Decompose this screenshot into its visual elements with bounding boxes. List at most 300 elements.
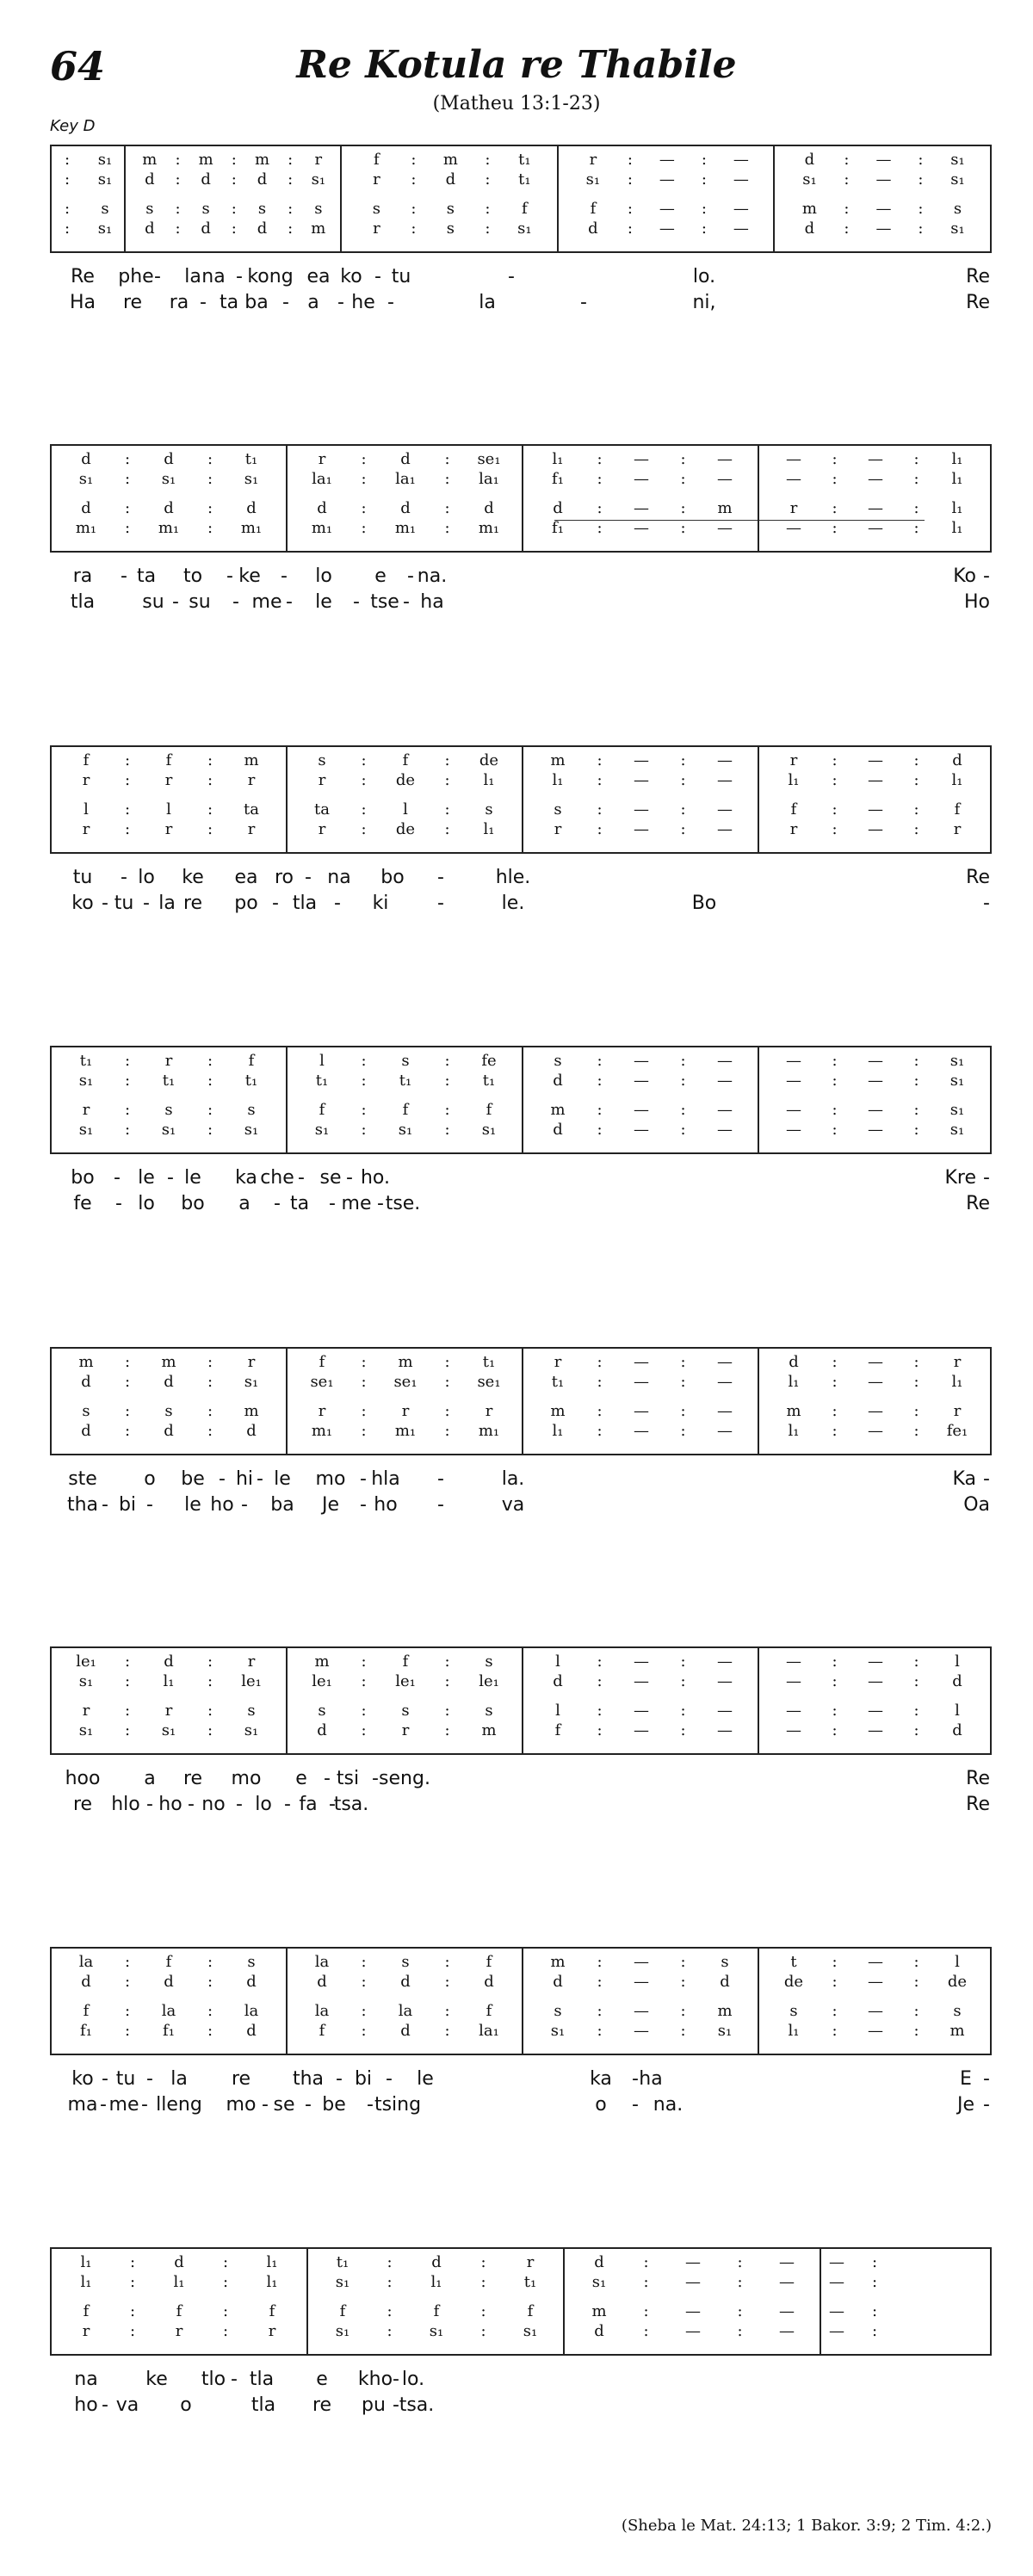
solfa-note: m₁ [311, 519, 333, 537]
solfa-note: d [246, 1422, 257, 1440]
lyric-syllable: o [144, 1468, 156, 1490]
solfa-note: d [445, 170, 456, 188]
tenor-row [559, 201, 774, 218]
soprano-row [126, 151, 341, 169]
measure [758, 1949, 990, 2054]
lyric-syllable: Re [71, 266, 95, 287]
beat-separator: : [124, 470, 131, 488]
beat-separator: : [207, 1052, 213, 1070]
solfa-note: d [164, 1973, 174, 1991]
syllable-hyphen: - [241, 1494, 248, 1516]
solfa-note: f [319, 2022, 325, 2040]
solfa-note: l₁ [430, 2273, 442, 2291]
syllable-hyphen: - [146, 1494, 153, 1516]
verse-2-line [50, 590, 992, 616]
solfa-note: s₁ [244, 470, 259, 488]
syllable-hyphen: - [329, 1193, 336, 1214]
syllable-hyphen: - [231, 2369, 238, 2390]
lyric-syllable: lo. [692, 266, 716, 287]
beat-separator: : [387, 2273, 393, 2291]
beat-separator: : [832, 1353, 838, 1371]
tenor-row [523, 1403, 758, 1420]
beat-separator: : [124, 1702, 131, 1720]
beat-separator: : [597, 1721, 603, 1739]
syllable-hyphen: - [154, 266, 161, 287]
solfa-note: m [717, 499, 733, 517]
solfa-note: — [868, 1052, 883, 1070]
beat-separator: : [444, 800, 450, 819]
solfa-note: d [317, 1973, 327, 1991]
syllable-hyphen: - [102, 1494, 108, 1516]
solfa-note: s [314, 200, 323, 218]
lyric-syllable: mo [315, 1468, 346, 1490]
lyric-syllable: ko [71, 2068, 94, 2090]
syllable-hyphen: - [282, 292, 289, 313]
beat-separator: : [913, 450, 919, 468]
lyric-syllable: he [351, 292, 375, 313]
syllable-hyphen: - [274, 1193, 281, 1214]
solfa-note: — [733, 200, 749, 218]
soprano-row [52, 752, 286, 769]
syllable-hyphen: - [580, 292, 587, 313]
solfa-note: l₁ [951, 470, 963, 488]
solfa-note: s₁ [950, 170, 965, 188]
beat-separator: : [444, 1052, 450, 1070]
beat-separator: : [913, 800, 919, 819]
solfa-note: d [553, 1672, 563, 1690]
solfa-note: l₁ [951, 519, 963, 537]
solfa-note: r [82, 1101, 90, 1119]
alto-row [523, 1374, 758, 1391]
lyric-syllable: la [479, 292, 496, 313]
lyric-syllable: la. [501, 1468, 525, 1490]
beat-separator: : [680, 450, 686, 468]
solfa-note: f [319, 1353, 325, 1371]
tenor-row [523, 2003, 758, 2020]
solfa-note: m [78, 1353, 94, 1371]
beat-separator: : [737, 2322, 743, 2340]
tenor-row [821, 2303, 990, 2320]
beat-separator: : [485, 219, 491, 238]
lyric-syllable: re [72, 1794, 93, 1815]
lyric-syllable: me [341, 1193, 372, 1214]
solfa-note: d [201, 170, 211, 188]
tenor-row [523, 1702, 758, 1720]
music-system-3 [50, 745, 992, 921]
lyric-syllable: su [142, 591, 164, 613]
beat-separator: : [480, 2322, 486, 2340]
lyric-syllable: tsing [374, 2094, 422, 2116]
solfa-note: s₁ [802, 170, 817, 188]
solfa-note: s [257, 200, 267, 218]
beat-separator: : [207, 1101, 213, 1119]
solfa-note: s [401, 1052, 410, 1070]
lyric-syllable: tla [70, 591, 96, 613]
beat-separator: : [701, 219, 707, 238]
solfa-note: la [244, 2002, 259, 2020]
solfa-note: m [550, 1953, 566, 1971]
beat-separator: : [643, 2253, 649, 2271]
beat-separator: : [361, 1422, 367, 1440]
solfa-note: s₁ [335, 2273, 350, 2291]
beat-separator: : [680, 1101, 686, 1119]
syllable-hyphen: - [403, 591, 410, 613]
solfa-note: s₁ [398, 1121, 413, 1139]
solfa-note: — [786, 519, 801, 537]
solfa-note: m [198, 151, 213, 169]
tenor-row [759, 500, 990, 517]
solfa-note: — [634, 499, 649, 517]
syllable-hyphen: - [367, 2094, 374, 2116]
solfa-staff [50, 444, 992, 553]
beat-separator: : [832, 1652, 838, 1671]
solfa-note: de [783, 1973, 804, 1991]
solfa-note: le₁ [76, 1652, 96, 1671]
solfa-note: — [868, 751, 883, 769]
solfa-note: — [634, 751, 649, 769]
beat-separator: : [64, 219, 71, 238]
solfa-note: — [634, 1973, 649, 1991]
syllable-hyphen: - [336, 2068, 343, 2090]
beat-separator: : [643, 2302, 649, 2320]
solfa-note: l [955, 1702, 960, 1720]
syllable-hyphen: - [141, 2094, 148, 2116]
solfa-note: f [954, 800, 961, 819]
beat-separator: : [207, 1721, 213, 1739]
alto-row [523, 1673, 758, 1690]
solfa-note: m [142, 151, 158, 169]
lyric-syllable: ke [182, 867, 204, 888]
soprano-row [288, 752, 522, 769]
solfa-note: — [786, 1672, 801, 1690]
footnote: (Sheba le Mat. 24:13; 1 Bakor. 3:9; 2 Tim. 4:2.) [621, 2517, 992, 2535]
beat-separator: : [680, 2022, 686, 2040]
beat-separator: : [913, 1422, 919, 1440]
measure [52, 1648, 286, 1753]
measure [52, 747, 286, 852]
beat-separator: : [680, 751, 686, 769]
beat-separator: : [832, 1402, 838, 1420]
beat-separator: : [680, 1072, 686, 1090]
solfa-note: s₁ [949, 1052, 965, 1070]
measure [340, 146, 557, 251]
syllable-hyphen: - [983, 893, 990, 914]
music-system-4 [50, 1046, 992, 1221]
beat-separator: : [913, 771, 919, 789]
solfa-note: se₁ [310, 1373, 334, 1391]
solfa-note: — [786, 1072, 801, 1090]
solfa-note: s₁ [78, 1121, 94, 1139]
solfa-note: — [717, 1353, 733, 1371]
solfa-note: — [634, 2002, 649, 2020]
measure [758, 747, 990, 852]
beat-separator: : [129, 2322, 136, 2340]
verse-2-line [50, 2394, 992, 2419]
solfa-note: d [400, 2022, 411, 2040]
soprano-row [523, 451, 758, 468]
beat-separator: : [124, 1953, 131, 1971]
beat-separator: : [444, 470, 450, 488]
solfa-note: m [442, 151, 458, 169]
measure [286, 1047, 522, 1152]
alto-row [559, 171, 774, 188]
solfa-note: r [373, 219, 380, 238]
lyric-syllable: lo [138, 1193, 155, 1214]
beat-separator: : [444, 1353, 450, 1371]
solfa-note: s [82, 1402, 90, 1420]
solfa-note: le₁ [395, 1672, 416, 1690]
syllable-hyphen: - [360, 1468, 367, 1490]
beat-separator: : [913, 751, 919, 769]
solfa-note: d [246, 2022, 257, 2040]
solfa-note: — [829, 2322, 844, 2340]
lyric-syllable: ma [67, 2094, 98, 2116]
solfa-note: s [372, 200, 380, 218]
solfa-note: l₁ [788, 1422, 800, 1440]
lyric-syllable: ho [374, 1494, 398, 1516]
syllable-hyphen: - [226, 565, 233, 587]
beat-separator: : [124, 2002, 131, 2020]
beat-separator: : [361, 1702, 367, 1720]
solfa-note: s₁ [517, 219, 532, 238]
solfa-note: la [398, 2002, 413, 2020]
solfa-note: l₁ [266, 2253, 278, 2271]
solfa-note: — [717, 1721, 733, 1739]
lyric-syllable: lo. [401, 2369, 425, 2390]
solfa-note: le₁ [479, 1672, 499, 1690]
bass-row [759, 1423, 990, 1440]
soprano-row [759, 1954, 990, 1971]
lyric-syllable: tsi [336, 1768, 360, 1789]
solfa-note: s [318, 1702, 326, 1720]
measure [52, 146, 124, 251]
soprano-row [52, 1653, 286, 1671]
solfa-note: l₁ [483, 771, 495, 789]
lyric-syllable: ho [74, 2394, 98, 2416]
beat-separator: : [832, 1121, 838, 1139]
solfa-note: d [431, 2253, 442, 2271]
solfa-note: r [164, 1052, 173, 1070]
solfa-note: t₁ [79, 1052, 93, 1070]
lyric-syllable: hoo [65, 1768, 101, 1789]
bass-row [288, 520, 522, 537]
solfa-note: s [446, 200, 455, 218]
solfa-note: r [401, 1402, 410, 1420]
beat-separator: : [64, 151, 71, 169]
solfa-note: — [717, 800, 733, 819]
beat-separator: : [124, 800, 131, 819]
solfa-note: s [953, 2002, 962, 2020]
beat-separator: : [124, 1672, 131, 1690]
lyric-syllable: ka [235, 1167, 257, 1189]
beat-separator: : [444, 1373, 450, 1391]
soprano-row [52, 1053, 286, 1070]
syllable-hyphen: - [353, 591, 360, 613]
solfa-note: — [685, 2302, 701, 2320]
solfa-note: — [786, 1652, 801, 1671]
syllable-hyphen: - [983, 2068, 990, 2090]
beat-separator: : [680, 800, 686, 819]
lyric-syllable: ta [136, 565, 157, 587]
lyric-syllable: hla [371, 1468, 400, 1490]
solfa-note: s₁ [244, 1721, 259, 1739]
tenor-row [523, 1102, 758, 1119]
soprano-row [308, 2254, 563, 2271]
solfa-note: m₁ [394, 519, 417, 537]
beat-separator: : [597, 771, 603, 789]
solfa-note: — [868, 1672, 883, 1690]
tenor-row [52, 1102, 286, 1119]
solfa-note: le₁ [312, 1672, 332, 1690]
lyric-syllable: lo [315, 565, 332, 587]
bass-row [52, 1722, 286, 1739]
alto-row [523, 471, 758, 488]
beat-separator: : [832, 470, 838, 488]
lyric-syllable: na. [653, 2094, 684, 2116]
solfa-note: r [175, 2322, 183, 2340]
lyric-syllable: e [374, 565, 387, 587]
beat-separator: : [124, 1402, 131, 1420]
solfa-note: f [269, 2302, 275, 2320]
lyric-syllable: va [115, 2394, 139, 2416]
alto-row [52, 1072, 286, 1090]
solfa-note: f [522, 200, 528, 218]
beat-separator: : [207, 499, 213, 517]
measure [306, 2249, 563, 2354]
solfa-note: m₁ [158, 519, 180, 537]
measure [124, 146, 341, 251]
solfa-note: r [318, 771, 326, 789]
lyric-syllable: la [170, 2068, 188, 2090]
solfa-note: l₁ [788, 2022, 800, 2040]
solfa-note: se₁ [393, 1373, 418, 1391]
solfa-note: d [952, 1672, 962, 1690]
syllable-hyphen: - [298, 1167, 305, 1189]
beat-separator: : [444, 1973, 450, 1991]
alto-row [288, 1673, 522, 1690]
lyric-syllable: fa [299, 1794, 318, 1815]
beat-separator: : [207, 1353, 213, 1371]
solfa-note: — [634, 1373, 649, 1391]
solfa-note: t₁ [518, 170, 531, 188]
solfa-note: d [553, 1973, 563, 1991]
beat-separator: : [444, 2002, 450, 2020]
solfa-note: d [594, 2322, 604, 2340]
music-system-8 [50, 2247, 992, 2423]
solfa-note: — [829, 2253, 844, 2271]
solfa-note: r [789, 499, 798, 517]
lyric-syllable: tu [391, 266, 411, 287]
beat-separator: : [444, 1721, 450, 1739]
measure [522, 1648, 758, 1753]
beat-separator: : [701, 170, 707, 188]
beat-separator: : [411, 170, 417, 188]
solfa-note: s [789, 2002, 798, 2020]
solfa-note: — [634, 2022, 649, 2040]
solfa-note: — [717, 820, 733, 838]
solfa-note: d [400, 450, 411, 468]
alto-row [52, 171, 124, 188]
solfa-note: la [78, 1953, 94, 1971]
lyric-syllable: e [316, 2369, 328, 2390]
music-system-2 [50, 444, 992, 620]
beat-separator: : [680, 470, 686, 488]
solfa-note: f [83, 2002, 90, 2020]
beat-separator: : [680, 519, 686, 537]
solfa-note: — [634, 1353, 649, 1371]
tenor-row [52, 2003, 286, 2020]
solfa-note: m [801, 200, 817, 218]
syllable-hyphen: - [284, 1794, 291, 1815]
solfa-note: fe [481, 1052, 497, 1070]
beat-separator: : [913, 519, 919, 537]
solfa-note: f [176, 2302, 182, 2320]
solfa-note: s₁ [311, 170, 326, 188]
solfa-note: — [717, 450, 733, 468]
beat-separator: : [64, 200, 71, 218]
beat-separator: : [913, 820, 919, 838]
solfa-note: d [201, 219, 211, 238]
beat-separator: : [129, 2302, 136, 2320]
beat-separator: : [597, 1973, 603, 1991]
beat-separator: : [627, 170, 633, 188]
tenor-row [759, 2003, 990, 2020]
beat-separator: : [129, 2253, 136, 2271]
beat-separator: : [361, 1973, 367, 1991]
solfa-note: — [868, 1652, 883, 1671]
lyric-syllable: Ho [963, 591, 990, 613]
syllable-hyphen: - [983, 1468, 990, 1490]
beat-separator: : [207, 1373, 213, 1391]
tenor-row [52, 1403, 286, 1420]
lyric-syllable: ea [234, 867, 258, 888]
solfa-note: r [247, 820, 256, 838]
lyric-syllable: Re [966, 1193, 990, 1214]
lyric-syllable: che [260, 1167, 294, 1189]
lyric-syllable: ba [270, 1494, 294, 1516]
beat-separator: : [680, 1973, 686, 1991]
measure [522, 1047, 758, 1152]
solfa-note: — [717, 1402, 733, 1420]
solfa-note: s₁ [97, 219, 113, 238]
lyric-syllable: a [144, 1768, 156, 1789]
beat-separator: : [444, 1702, 450, 1720]
lyric-syllable: na [74, 2369, 98, 2390]
alto-row [759, 1072, 990, 1090]
alto-row [288, 772, 522, 789]
beat-separator: : [124, 751, 131, 769]
lyric-syllable: pu [362, 2394, 386, 2416]
solfa-note: r [589, 151, 597, 169]
bass-row [759, 821, 990, 838]
lyric-syllable: seng. [379, 1768, 430, 1789]
solfa-note: s₁ [244, 1373, 259, 1391]
solfa-note: — [868, 1121, 883, 1139]
solfa-note: s₁ [949, 1121, 965, 1139]
lyric-syllable: hle. [495, 867, 531, 888]
solfa-note: — [779, 2273, 795, 2291]
lyric-syllable: le [315, 591, 332, 613]
beat-separator: : [913, 2022, 919, 2040]
solfa-note: s [953, 200, 962, 218]
tenor-row [52, 2303, 306, 2320]
solfa-note: l [955, 1652, 960, 1671]
measure [522, 1949, 758, 2054]
solfa-note: d [81, 1373, 91, 1391]
beat-separator: : [124, 1721, 131, 1739]
bass-row [559, 220, 774, 238]
solfa-note: m [550, 1402, 566, 1420]
